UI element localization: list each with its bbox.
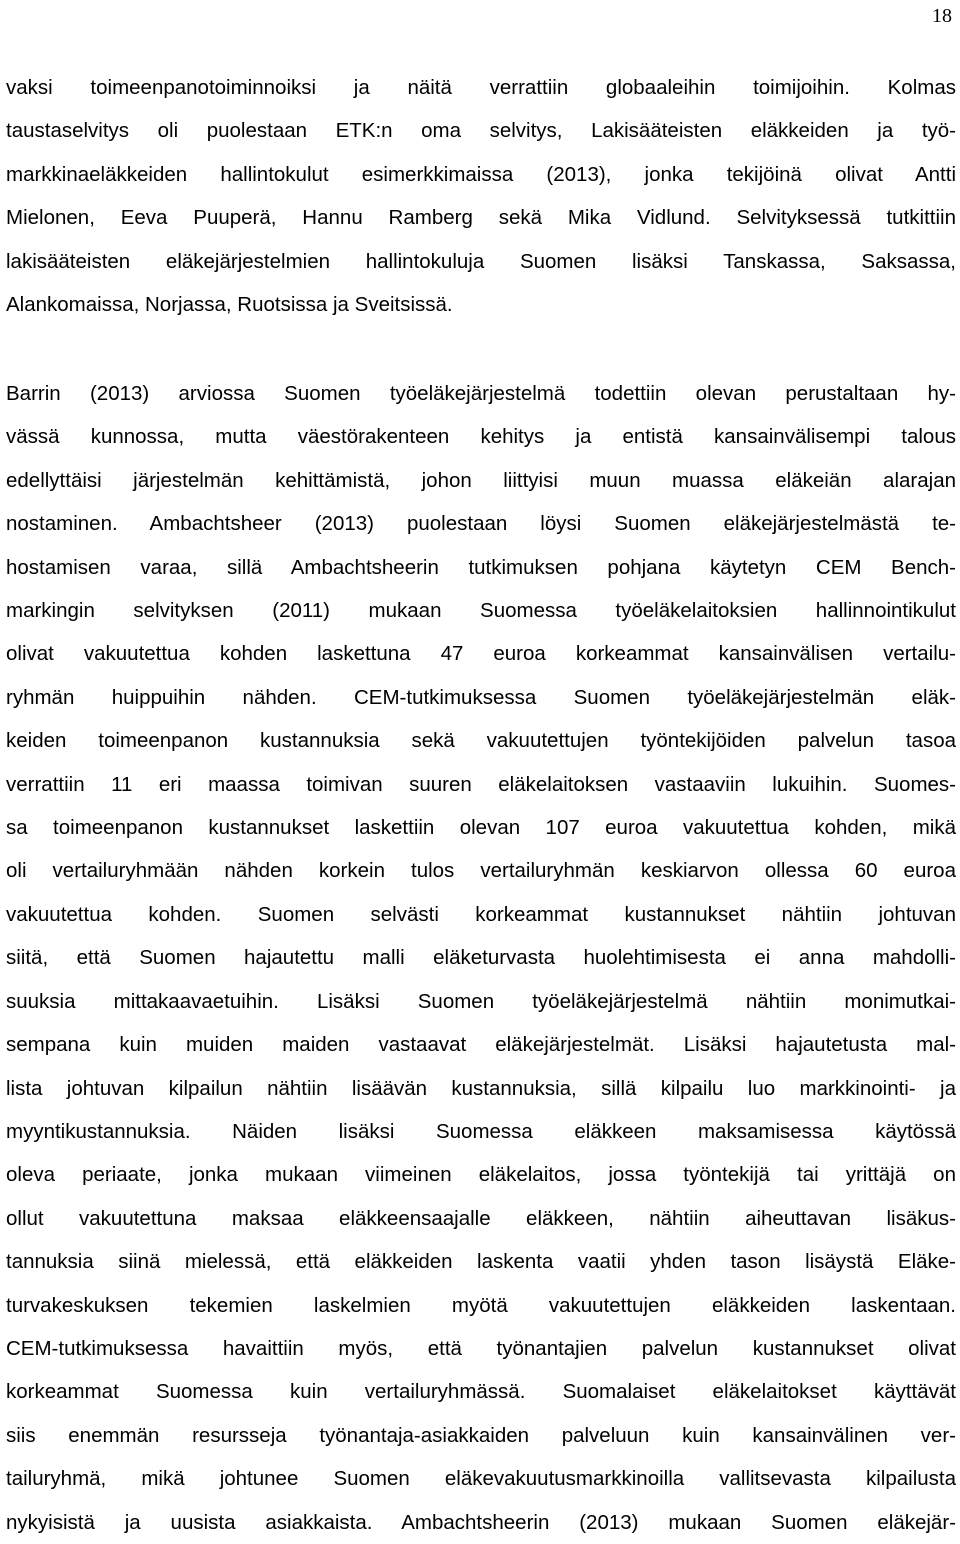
text-line: vaksi toimeenpanotoiminnoiksi ja näitä verrattiin globaaleihin toimijoihin. Kolmas (6, 76, 956, 99)
text-line: sa toimeenpanon kustannukset laskettiin olevan 107 euroa vakuutettua kohden, mikä (6, 816, 956, 840)
text-line: edellyttäisi järjestelmän kehittämistä, johon liittyisi muun muassa eläkeiän alarajan (6, 468, 956, 492)
text-line: taustaselvitys oli puolestaan ETK:n oma selvitys, Lakisääteisten eläkkeiden ja työ- (6, 119, 956, 143)
text-line: vässä kunnossa, mutta väestörakenteen kehitys ja entistä kansainvälisempi talous (6, 425, 956, 449)
text-line: tailuryhmä, mikä johtunee Suomen eläkevakuutusmarkkinoilla vallitsevasta kilpailusta (6, 1467, 956, 1491)
text-line: ollut vakuutettuna maksaa eläkkeensaajalle eläkkeen, nähtiin aiheuttavan lisäkus- (6, 1206, 956, 1230)
text-line: korkeammat Suomessa kuin vertailuryhmässä. Suomalaiset eläkelaitokset käyttävät (6, 1380, 956, 1404)
text-line: oleva periaate, jonka mukaan viimeinen eläkelaitos, jossa työntekijä tai yrittäjä on (6, 1163, 956, 1187)
text-line: suuksia mittakaavaetuihin. Lisäksi Suomen työeläkejärjestelmä nähtiin monimutkai- (6, 989, 956, 1013)
text-line: Alankomaissa, Norjassa, Ruotsissa ja Sveitsissä. (6, 293, 453, 317)
text-line: keiden toimeenpanon kustannuksia sekä vakuutettujen työntekijöiden palvelun tasoa (6, 729, 956, 753)
text-line: nostaminen. Ambachtsheer (2013) puolestaan löysi Suomen eläkejärjestelmästä te- (6, 512, 956, 536)
text-line: lakisääteisten eläkejärjestelmien hallintokuluja Suomen lisäksi Tanskassa, Saksassa, (6, 249, 956, 273)
text-line: lista johtuvan kilpailun nähtiin lisäävän kustannuksia, sillä kilpailu luo markkinointi- ja (6, 1076, 956, 1100)
text-line: sempana kuin muiden maiden vastaavat eläkejärjestelmät. Lisäksi hajautetusta mal- (6, 1033, 956, 1057)
text-line: verrattiin 11 eri maassa toimivan suuren eläkelaitoksen vastaaviin lukuihin. Suomes- (6, 772, 956, 796)
text-line: olivat vakuutettua kohden laskettuna 47 euroa korkeammat kansainvälisen vertailu- (6, 642, 956, 666)
text-line: markkinaeläkkeiden hallintokulut esimerkkimaissa (2013), jonka tekijöinä olivat Antti (6, 162, 956, 186)
text-line: oli vertailuryhmään nähden korkein tulos vertailuryhmän keskiarvon ollessa 60 euroa (6, 859, 956, 883)
text-line: siis enemmän resursseja työnantaja-asiakkaiden palveluun kuin kansainvälinen ver- (6, 1423, 956, 1447)
paragraph-etk-survey (6, 66, 956, 326)
text-line: Mielonen, Eeva Puuperä, Hannu Ramberg sekä Mika Vidlund. Selvityksessä tutkittiin (6, 206, 956, 230)
text-line: hostamisen varaa, sillä Ambachtsheerin tutkimuksen pohjana käytetyn CEM Bench- (6, 555, 956, 579)
text-line: turvakeskuksen tekemien laskelmien myötä vakuutettujen eläkkeiden laskentaan. (6, 1293, 956, 1317)
text-line: markingin selvityksen (2011) mukaan Suomessa työeläkelaitoksien hallinnointikulut (6, 599, 956, 623)
text-line: tannuksia siinä mielessä, että eläkkeiden laskenta vaatii yhden tason lisäystä Eläke- (6, 1250, 956, 1274)
text-line: vakuutettua kohden. Suomen selvästi korkeammat kustannukset nähtiin johtuvan (6, 902, 956, 926)
paragraph-barr-ambachtsheer (6, 372, 956, 1544)
text-line: ryhmän huippuihin nähden. CEM-tutkimuksessa Suomen työeläkejärjestelmän eläk- (6, 685, 956, 709)
text-line: CEM-tutkimuksessa havaittiin myös, että työnantajien palvelun kustannukset olivat (6, 1336, 956, 1360)
text-line: myyntikustannuksia. Näiden lisäksi Suomessa eläkkeen maksamisessa käytössä (6, 1119, 956, 1143)
text-line: Barrin (2013) arviossa Suomen työeläkejärjestelmä todettiin olevan perustaltaan hy- (6, 382, 956, 405)
page-number: 18 (932, 5, 952, 27)
text-line: siitä, että Suomen hajautettu malli eläketurvasta huolehtimisesta ei anna mahdolli- (6, 946, 956, 970)
text-line: nykyisistä ja uusista asiakkaista. Ambachtsheerin (2013) mukaan Suomen eläkejär- (6, 1510, 956, 1534)
